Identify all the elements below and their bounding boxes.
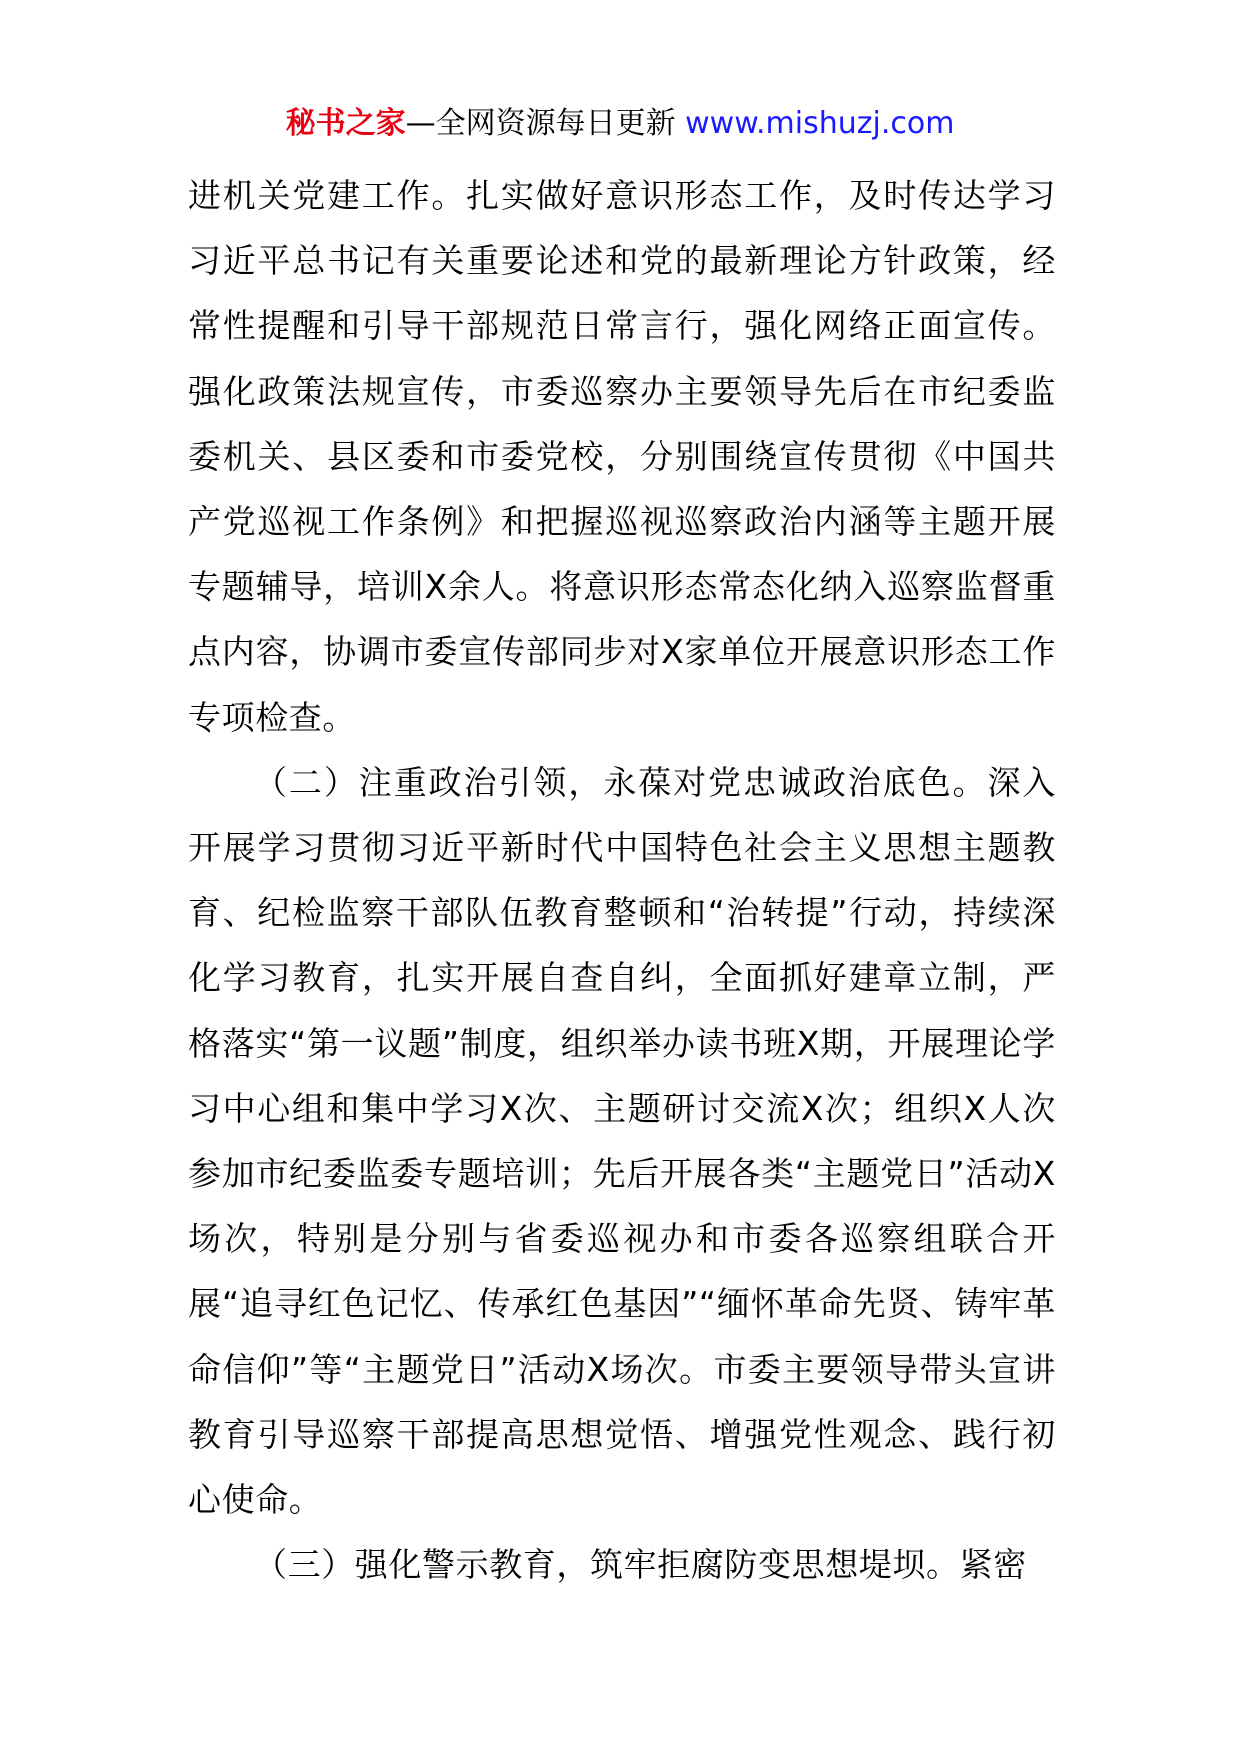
paragraph-section-2: （二）注重政治引领，永葆对党忠诚政治底色。深入开展学习贯彻习近平新时代中国特色社会主义思想主题教育、纪检监察干部队伍教育整顿和“治转提”行动，持续深化学习教育，扎实开展自查自纠，全面抓好建章立制，严格落实“第一议题”制度，组织举办读书班X期，开展理论学习中心组和集中学习X次、主题研讨交流X次；组织X人次参加市纪委监委专题培训；先后开展各类“主题党日”活动X场次，特别是分别与省委巡视办和市委各巡察组联合开展“追寻红色记忆、传承红色基因”“缅怀革命先贤、铸牢革命信仰”等“主题党日”活动X场次。市委主要领导带头宣讲教育引导巡察干部提高思想觉悟、增强党性观念、践行初心使命。	[188, 762, 1056, 1520]
paragraph-continuation: 进机关党建工作。扎实做好意识形态工作，及时传达学习习近平总书记有关重要论述和党的最新理论方针政策，经常性提醒和引导干部规范日常言行，强化网络正面宣传。强化政策法规宣传，市委巡察办主要领导先后在市纪委监委机关、县区委和市委党校，分别围绕宣传贯彻《中国共产党巡视工作条例》和把握巡视巡察政治内涵等主题开展专题辅导，培训X余人。将意识形态常态化纳入巡察监督重点内容，协调市委宣传部同步对X家单位开展意识形态工作专项检查。	[188, 176, 1056, 737]
document-body	[188, 163, 1056, 1597]
paragraph-section-3: （三）强化警示教育，筑牢拒腐防变思想堤坝。紧密	[254, 1545, 1027, 1585]
page-header	[0, 100, 1240, 148]
brand-name: 秘书之家	[285, 106, 406, 141]
site-url-link[interactable]: www.mishuzj.com	[685, 106, 955, 141]
header-tagline: —全网资源每日更新	[405, 106, 676, 141]
